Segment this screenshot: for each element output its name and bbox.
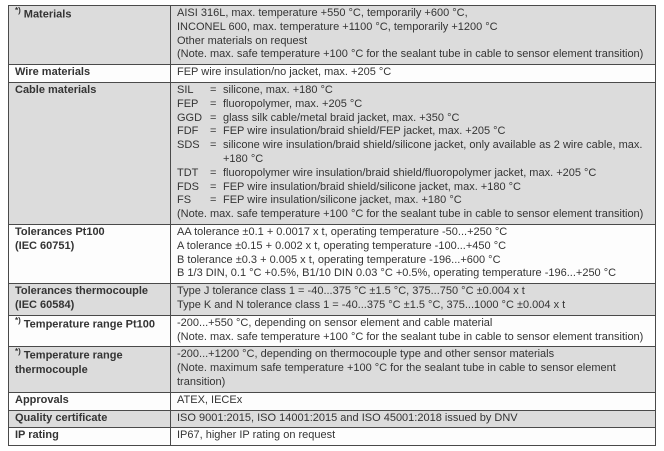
row-label-text: IP rating	[15, 429, 59, 442]
row-label-text: Approvals	[15, 393, 69, 406]
row-label-text: Tolerances Pt100	[15, 225, 105, 238]
table-row-materials	[9, 6, 656, 65]
row-label	[9, 82, 171, 224]
spec-line: (Note. maximum safe temperature +100 °C for the sealant tube in cable to sensor element transition)	[177, 362, 616, 388]
cable-entry	[177, 194, 649, 208]
cable-entry	[177, 84, 649, 98]
row-value	[171, 65, 656, 83]
cable-desc: fluoropolymer wire insulation/braid shield/fluoropolymer jacket, max. +205 °C	[223, 166, 597, 179]
row-label	[9, 315, 171, 347]
equals-sign: =	[210, 194, 217, 207]
cable-desc: glass silk cable/metal braid jacket, max. +350 °C	[223, 111, 460, 124]
row-value	[171, 392, 656, 410]
spec-line: INCONEL 600, max. temperature +1100 °C, temporarily +1200 °C	[177, 20, 498, 33]
row-value	[171, 410, 656, 428]
spec-line: B 1/3 DIN, 0.1 °C +0.5%, B1/10 DIN 0.03 °C +0.5%, operating temperature -196...+250 °C	[177, 267, 617, 280]
row-label-text: Wire materials	[15, 66, 91, 79]
cable-entry	[177, 112, 649, 126]
spec-line: B tolerance ±0.3 + 0.005 x t, operating temperature -196...+600 °C	[177, 253, 501, 266]
equals-sign: =	[210, 83, 217, 96]
row-label-text: Temperature range thermocouple	[15, 349, 123, 376]
table-row-tolerances-thermocouple	[9, 284, 656, 316]
cable-abbr: FDF	[177, 125, 199, 138]
row-label	[9, 392, 171, 410]
cable-note: (Note. max. safe temperature +100 °C for the sealant tube in cable to sensor element transition)	[177, 208, 644, 221]
row-label-text: Materials	[23, 8, 72, 21]
spec-line: AA tolerance ±0.1 + 0.0017 x t, operating temperature -50...+250 °C	[177, 225, 508, 238]
cable-desc: silicone wire insulation/braid shield/silicone jacket, only available as 2 wire cable, max. +180 °C	[223, 139, 643, 165]
row-label	[9, 410, 171, 428]
cable-entry	[177, 139, 649, 167]
row-label	[9, 65, 171, 83]
row-label-text: Cable materials	[15, 83, 97, 96]
spec-line: Type K and N tolerance class 1 = -40...375 °C ±1.5 °C, 375...1000 °C ±0.004 x t	[177, 298, 566, 311]
row-label-text: Tolerances thermocouple	[15, 285, 149, 298]
cable-abbr: TDT	[177, 166, 199, 179]
footnote-marker: *)	[15, 315, 21, 325]
cable-abbr: FS	[177, 194, 192, 207]
row-value	[171, 224, 656, 283]
table-row-cable-materials	[9, 82, 656, 224]
table-row-wire-materials	[9, 65, 656, 83]
row-label	[9, 428, 171, 446]
cable-entry	[177, 125, 649, 139]
row-value	[171, 284, 656, 316]
table-row-temp-range-thermocouple	[9, 347, 656, 392]
cable-entry	[177, 181, 649, 195]
equals-sign: =	[210, 125, 217, 138]
equals-sign: =	[210, 139, 217, 152]
cable-abbr: SIL	[177, 83, 194, 96]
spec-line: (Note. max. safe temperature +100 °C for the sealant tube in cable to sensor element transition)	[177, 48, 644, 61]
row-label	[9, 224, 171, 283]
row-label	[9, 6, 171, 65]
cable-desc: FEP wire insulation/silicone jacket, max. +180 °C	[223, 194, 462, 207]
spec-line: -200...+550 °C, depending on sensor element and cable material	[177, 316, 493, 329]
spec-line: A tolerance ±0.15 + 0.002 x t, operating temperature -100...+450 °C	[177, 239, 507, 252]
spec-line: IP67, higher IP rating on request	[177, 429, 336, 442]
row-sublabel: (IEC 60584)	[15, 298, 75, 311]
cable-desc: FEP wire insulation/braid shield/silicone jacket, max. +180 °C	[223, 180, 521, 193]
row-value	[171, 428, 656, 446]
table-row-quality-certificate	[9, 410, 656, 428]
table-row-tolerances-pt100	[9, 224, 656, 283]
row-value	[171, 6, 656, 65]
spec-line: ISO 9001:2015, ISO 14001:2015 and ISO 45001:2018 issued by DNV	[177, 411, 518, 424]
cable-desc: FEP wire insulation/braid shield/FEP jacket, max. +205 °C	[223, 125, 506, 138]
spec-line: (Note. max. safe temperature +100 °C for the sealant tube in cable to sensor element transition)	[177, 330, 644, 343]
row-value	[171, 315, 656, 347]
row-sublabel: (IEC 60751)	[15, 239, 75, 252]
cable-desc: fluoropolymer, max. +205 °C	[223, 97, 363, 110]
row-label-text: Temperature range Pt100	[23, 318, 156, 331]
cable-abbr: FDS	[177, 180, 199, 193]
row-value	[171, 347, 656, 392]
cable-abbr: FEP	[177, 97, 199, 110]
cable-abbr: GGD	[177, 111, 203, 124]
spec-line: AISI 316L, max. temperature +550 °C, temporarily +600 °C,	[177, 7, 468, 19]
spec-line: -200...+1200 °C, depending on thermocouple type and other sensor materials	[177, 348, 555, 361]
row-label-text: Quality certificate	[15, 411, 108, 424]
equals-sign: =	[210, 180, 217, 193]
table-row-approvals	[9, 392, 656, 410]
cable-entry	[177, 167, 649, 181]
footnote-marker: *)	[15, 347, 21, 357]
equals-sign: =	[210, 111, 217, 124]
spec-line: Other materials on request	[177, 34, 308, 47]
spec-table	[8, 5, 656, 446]
equals-sign: =	[210, 166, 217, 179]
row-value	[171, 82, 656, 224]
cable-entry	[177, 98, 649, 112]
cable-desc: silicone, max. +180 °C	[223, 83, 333, 96]
footnote-marker: *)	[15, 6, 21, 15]
table-row-ip-rating	[9, 428, 656, 446]
equals-sign: =	[210, 97, 217, 110]
row-label	[9, 284, 171, 316]
cable-abbr: SDS	[177, 139, 200, 152]
spec-line: ATEX, IECEx	[177, 393, 243, 406]
row-label	[9, 347, 171, 392]
table-row-temp-range-pt100	[9, 315, 656, 347]
spec-line: FEP wire insulation/no jacket, max. +205 °C	[177, 66, 392, 79]
spec-line: Type J tolerance class 1 = -40...375 °C ±1.5 °C, 375...750 °C ±0.004 x t	[177, 285, 525, 298]
